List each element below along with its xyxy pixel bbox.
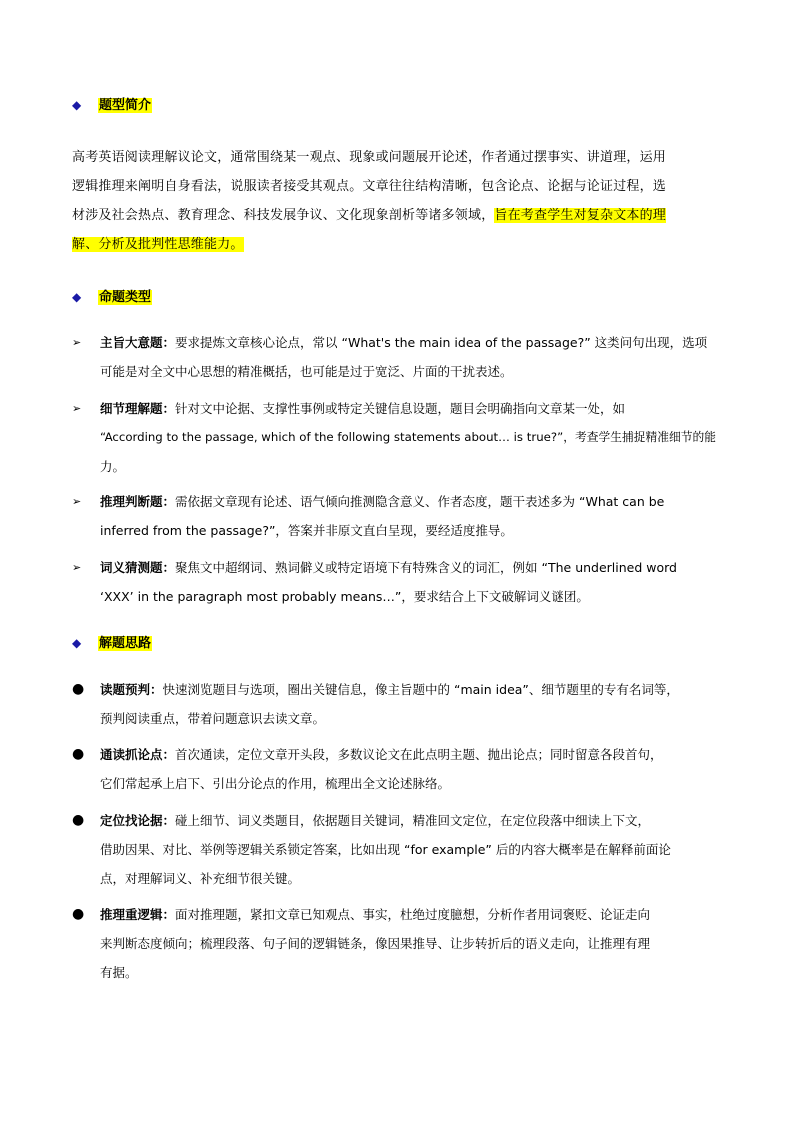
item-line — [100, 487, 726, 516]
item-term: 细节理解题： — [100, 401, 176, 416]
paragraph-line — [72, 230, 724, 259]
list-item-body — [100, 740, 726, 798]
item-line — [100, 328, 726, 357]
line-text: 聚焦文中超纲词、熟词僻义或特定语境下有特殊含义的词汇，例如 “The underlined word — [175, 560, 677, 575]
arrow-bullet-icon: ➢ — [72, 402, 82, 415]
dot-bullet-icon: ● — [72, 681, 85, 697]
arrow-bullet-icon: ➢ — [72, 495, 82, 508]
line-text: 要求提炼文章核心论点，常以 “What's the main idea of the passage?” 这类问句出现，选项 — [175, 335, 708, 350]
line-text: 材涉及社会热点、教育理念、科技发展争议、文化现象剖析等诸多领域， — [72, 208, 495, 223]
list-item-body — [100, 806, 726, 893]
item-term: 读题预判： — [100, 682, 163, 697]
line-text: 力。 — [100, 459, 126, 474]
item-line — [100, 864, 726, 893]
line-text: 借助因果、对比、举例等逻辑关系锁定答案，比如出现 “for example” 后的内容大概率是在解释前面论 — [100, 842, 671, 857]
line-text: ‘XXX’ in the paragraph most probably means…”，要求结合上下文破解词义谜团。 — [100, 589, 589, 604]
line-text: 有据。 — [100, 965, 138, 980]
item-line — [100, 704, 726, 733]
list-item-body — [100, 900, 726, 987]
section-heading-text: 命题类型 — [99, 290, 152, 305]
item-line — [100, 452, 726, 481]
item-line — [100, 675, 726, 704]
line-text: 来判断态度倾向；梳理段落、句子间的逻辑链条，像因果推导、让步转折后的语义走向，让推理有理 — [100, 936, 651, 951]
item-line — [100, 357, 726, 386]
line-text: “According to the passage, which of the following statements about… is true?”，考查学生捕捉精准细节的能 — [100, 430, 716, 444]
item-term: 定位找论据： — [100, 813, 176, 828]
item-term: 推理重逻辑： — [100, 907, 176, 922]
item-term: 主旨大意题： — [100, 335, 176, 350]
intro-paragraph — [72, 143, 724, 259]
arrow-bullet-icon: ➢ — [72, 561, 82, 574]
line-text: 高考英语阅读理解议论文，通常围绕某一观点、现象或问题展开论述，作者通过摆事实、讲道理，运用 — [72, 150, 667, 165]
item-line — [100, 835, 726, 864]
item-line — [100, 394, 726, 423]
item-line — [100, 958, 726, 987]
line-text: 首次通读，定位文章开头段，多数议论文在此点明主题、抛出论点；同时留意各段首句， — [175, 747, 663, 762]
item-line — [100, 929, 726, 958]
line-text: 它们常起承上启下、引出分论点的作用，梳理出全文论述脉络。 — [100, 776, 451, 791]
line-text: 逻辑推理来阐明自身看法，说服读者接受其观点。文章往往结构清晰，包含论点、论据与论证过程，选 — [72, 179, 667, 194]
line-text: 需依据文章现有论述、语气倾向推测隐含意义、作者态度，题干表述多为 “What can be — [175, 494, 665, 509]
list-item-body — [100, 487, 726, 545]
line-text: 点，对理解词义、补充细节很关键。 — [100, 871, 301, 886]
section-heading-types — [72, 287, 152, 307]
line-text: 针对文中论据、支撑性事例或特定关键信息设题，题目会明确指向文章某一处，如 — [175, 401, 626, 416]
section-heading-text: 题型简介 — [99, 98, 152, 113]
section-heading-text: 解题思路 — [99, 636, 152, 651]
diamond-bullet-icon: ◆ — [72, 98, 82, 112]
line-text: 快速浏览题目与选项，圈出关键信息，像主旨题中的 “main idea”、细节题里的专有名词等， — [162, 682, 679, 697]
item-term: 推理判断题： — [100, 494, 176, 509]
arrow-bullet-icon: ➢ — [72, 336, 82, 349]
item-line — [100, 740, 726, 769]
item-line — [100, 553, 726, 582]
item-line — [100, 806, 726, 835]
highlighted-text: 解、分析及批判性思维能力。 — [72, 237, 244, 252]
item-term: 词义猜测题： — [100, 560, 176, 575]
line-text: 预判阅读重点，带着问题意识去读文章。 — [100, 711, 326, 726]
line-text: 面对推理题，紧扣文章已知观点、事实，杜绝过度臆想，分析作者用词褒贬、论证走向 — [175, 907, 651, 922]
section-heading-intro — [72, 95, 152, 115]
list-item-body — [100, 394, 726, 481]
diamond-bullet-icon: ◆ — [72, 636, 82, 650]
item-line — [100, 423, 726, 452]
item-line — [100, 582, 726, 611]
list-item-body — [100, 553, 726, 611]
item-line — [100, 516, 726, 545]
list-item-body — [100, 328, 726, 386]
item-line — [100, 769, 726, 798]
dot-bullet-icon: ● — [72, 812, 85, 828]
line-text: inferred from the passage?”，答案并非原文直白呈现，要经适度推导。 — [100, 523, 513, 538]
item-line — [100, 900, 726, 929]
section-heading-approach — [72, 633, 152, 653]
dot-bullet-icon: ● — [72, 746, 85, 762]
list-item-body — [100, 675, 726, 733]
highlighted-text: 旨在考查学生对复杂文本的理 — [494, 208, 667, 223]
dot-bullet-icon: ● — [72, 906, 85, 922]
diamond-bullet-icon: ◆ — [72, 290, 82, 304]
paragraph-line — [72, 143, 724, 172]
line-text: 碰上细节、词义类题目，依据题目关键词，精准回文定位，在定位段落中细读上下文， — [175, 813, 651, 828]
paragraph-line — [72, 172, 724, 201]
paragraph-line — [72, 201, 724, 230]
line-text: 可能是对全文中心思想的精准概括，也可能是过于宽泛、片面的干扰表述。 — [100, 364, 513, 379]
item-term: 通读抓论点： — [100, 747, 176, 762]
